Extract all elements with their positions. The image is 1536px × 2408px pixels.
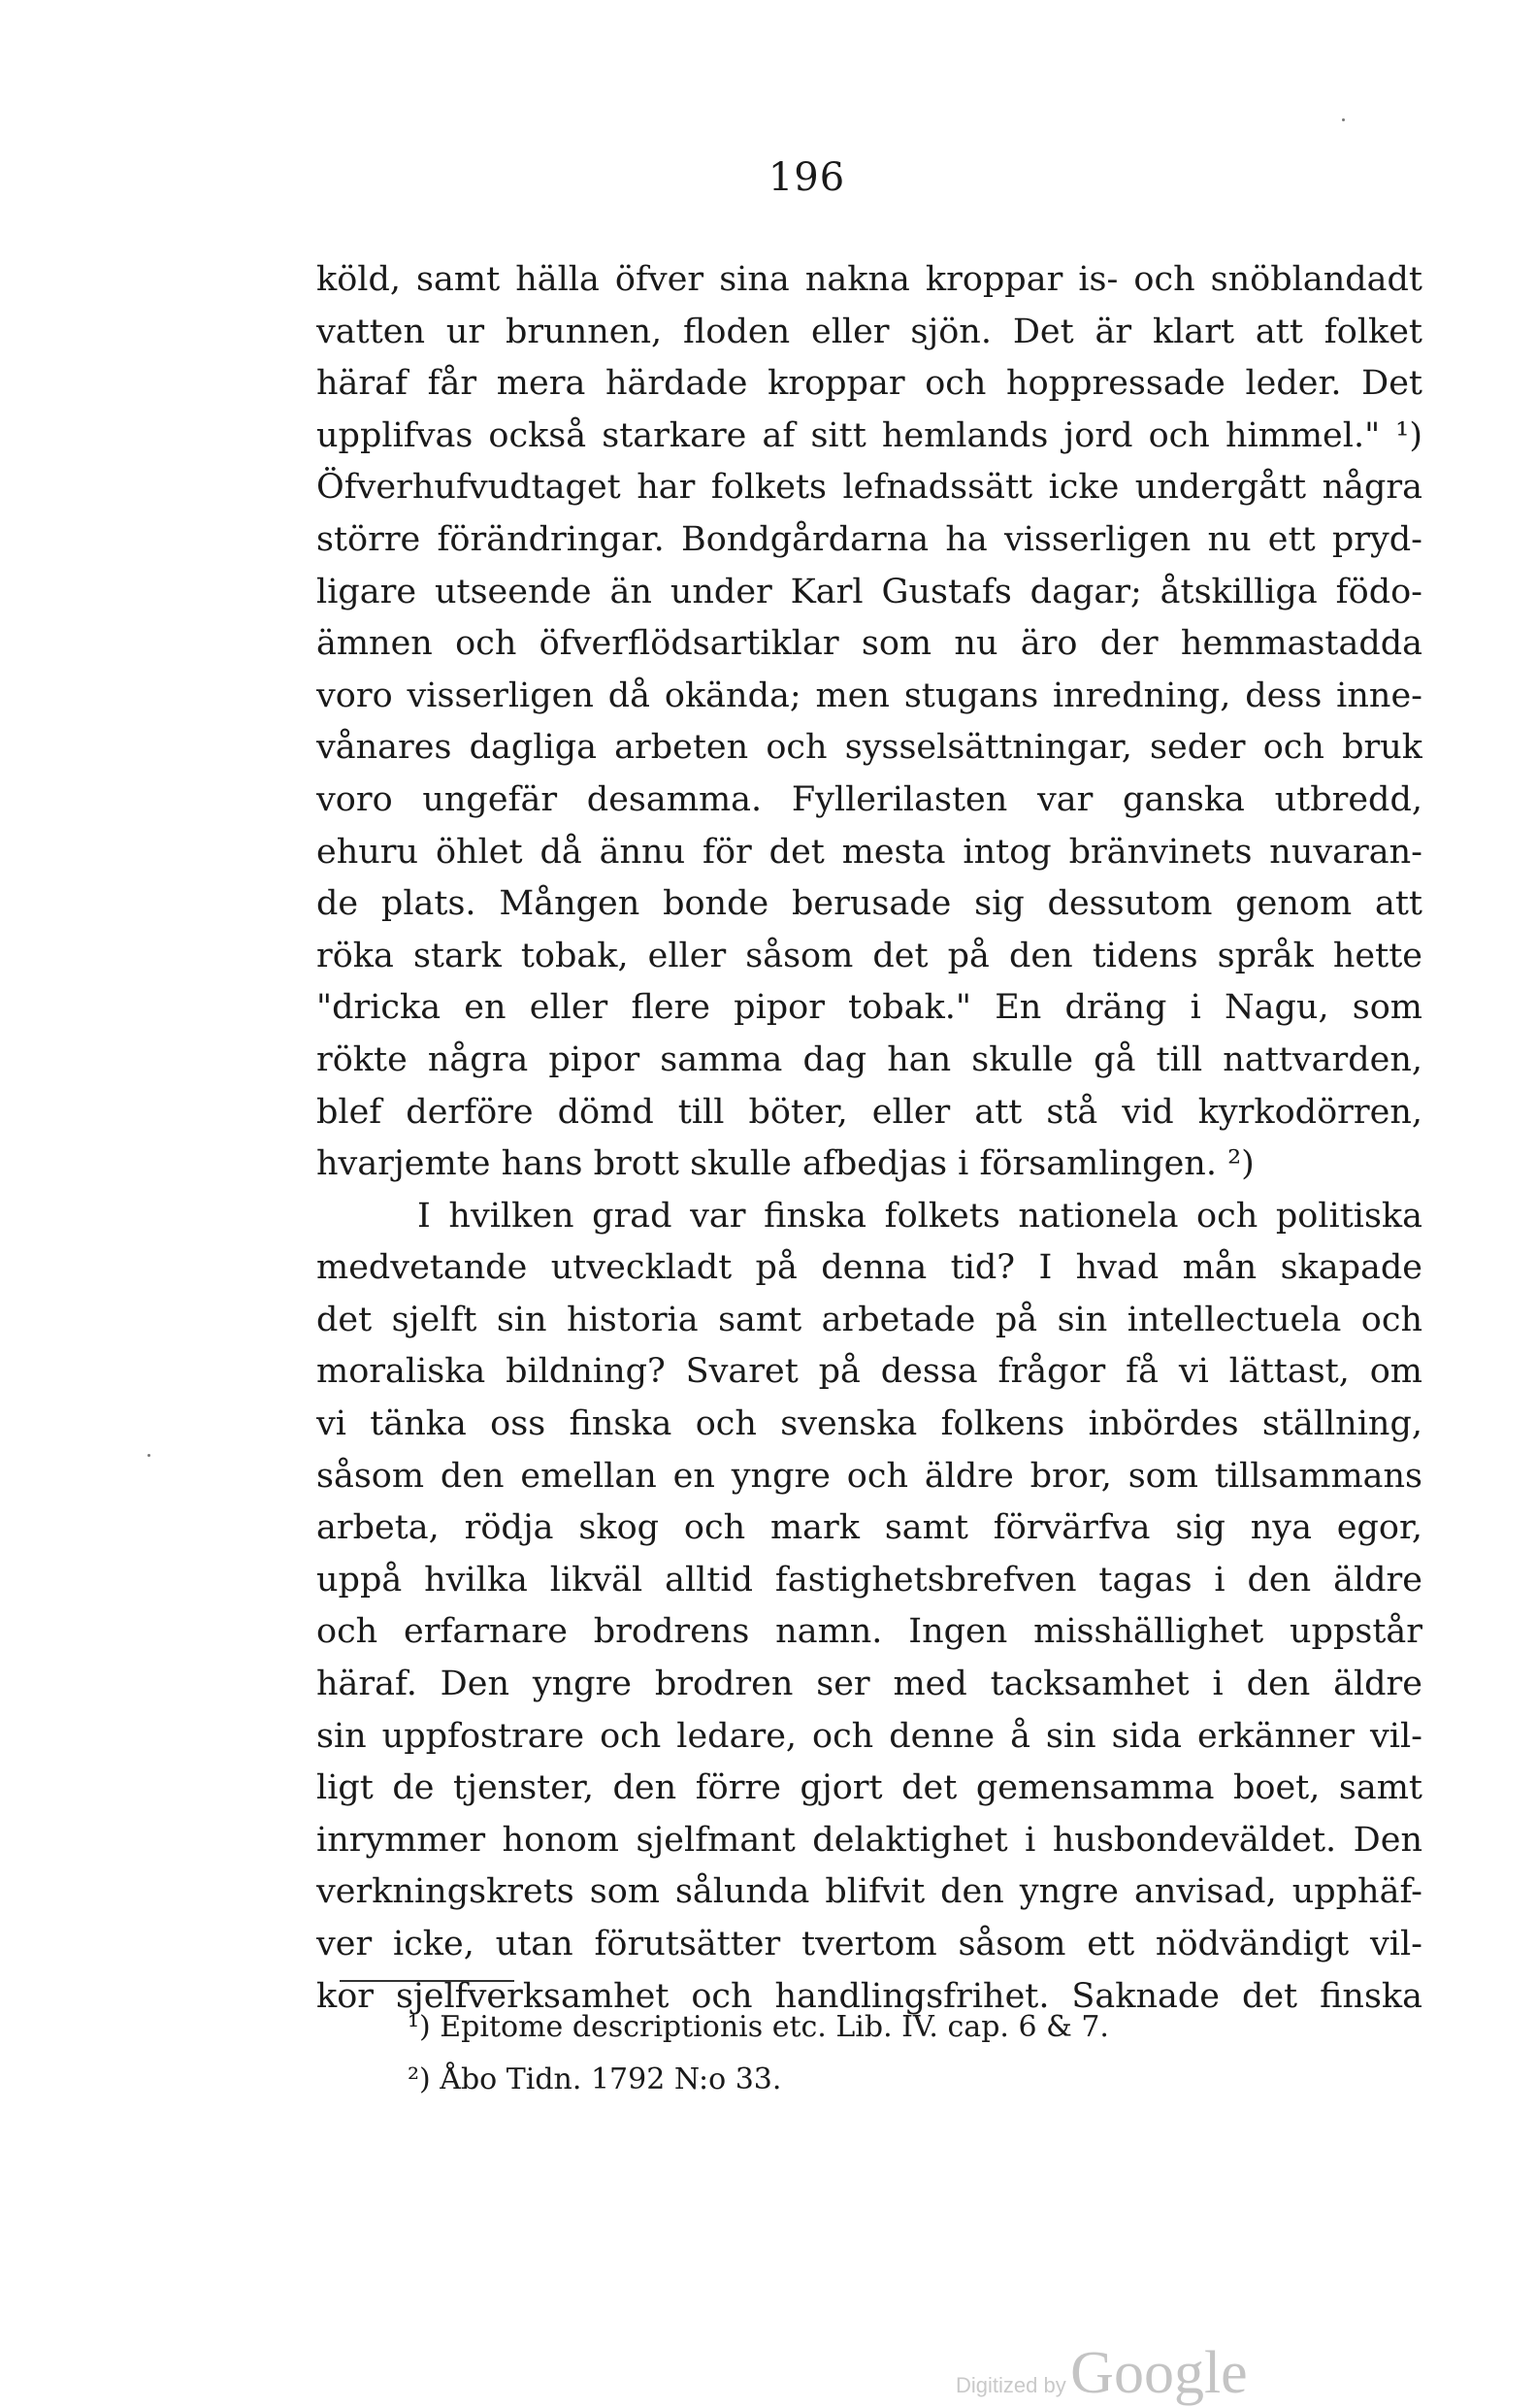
text-line: vånares dagliga arbeten och sysselsättningar, seder och bruk (316, 728, 1422, 768)
text-line: voro visserligen då okända; men stugans inredning, dess inne- (316, 676, 1422, 715)
footnote (408, 2054, 1378, 2106)
footnote-divider (340, 1980, 514, 1982)
text-line: hvarjemte hans brott skulle afbedjas i församlingen. ²) (316, 1144, 1255, 1184)
watermark-prefix: Digitized by (956, 2373, 1066, 2397)
digitized-watermark (956, 2339, 1248, 2408)
text-line: de plats. Mången bonde berusade sig dessutom genom att (316, 884, 1422, 924)
text-line: inrymmer honom sjelfmant delaktighet i husbondeväldet. Den (316, 1820, 1422, 1860)
text-line: och erfarnare brodrens namn. Ingen misshällighet uppstår (316, 1612, 1422, 1652)
page-number: 196 (768, 155, 846, 200)
text-line: kor sjelfverksamhet och handlingsfrihet. Saknade det finska (316, 1976, 1422, 2016)
text-line: vatten ur brunnen, floden eller sjön. Det är klart att folket (316, 312, 1422, 351)
text-line: sin uppfostrare och ledare, och denne å sin sida erkänner vil- (316, 1716, 1422, 1756)
scan-speck (147, 1454, 150, 1457)
footnote-text: Epitome descriptionis etc. Lib. IV. cap. 6 & 7. (440, 2010, 1109, 2044)
text-line: häraf får mera härdade kroppar och hoppressade leder. Det (316, 364, 1422, 404)
text-line: voro ungefär desamma. Fyllerilasten var ganska utbredd, (316, 779, 1422, 819)
watermark-logo: Google (1070, 2340, 1248, 2406)
scan-speck (1342, 118, 1345, 121)
text-line: ligt de tjenster, den förre gjort det gemensamma boet, samt (316, 1768, 1422, 1808)
text-line: rökte några pipor samma dag han skulle gå till nattvarden, (316, 1039, 1422, 1079)
text-line: I hvilken grad var finska folkets nationela och politiska (417, 1196, 1422, 1236)
text-line: blef derföre dömd till böter, eller att stå vid kyrkodörren, (316, 1092, 1422, 1132)
text-line: större förändringar. Bondgårdarna ha visserligen nu ett pryd- (316, 519, 1422, 559)
footnote (408, 2001, 1378, 2054)
text-line: häraf. Den yngre brodren ser med tacksamhet i den äldre (316, 1665, 1422, 1704)
text-line: vi tänka oss finska och svenska folkens inbördes ställning, (316, 1404, 1422, 1444)
text-line: arbeta, rödja skog och mark samt förvärfva sig nya egor, (316, 1508, 1422, 1548)
text-line: ligare utseende än under Karl Gustafs dagar; åtskilliga födo- (316, 572, 1422, 611)
text-line: ämnen och öfverflödsartiklar som nu äro der hemmastadda (316, 624, 1422, 664)
text-line: såsom den emellan en yngre och äldre bror, som tillsammans (316, 1456, 1422, 1496)
text-line: upplifvas också starkare af sitt hemlands jord och himmel." ¹) (316, 415, 1422, 455)
text-line: det sjelft sin historia samt arbetade på sin intellectuela och (316, 1300, 1422, 1339)
footnote-text: Åbo Tidn. 1792 N:o 33. (440, 2062, 782, 2096)
text-line: uppå hvilka likväl alltid fastighetsbrefven tagas i den äldre (316, 1560, 1422, 1600)
body-text (316, 254, 1422, 2023)
footnotes (408, 2001, 1378, 2106)
footnote-marker: ²) (408, 2062, 431, 2096)
footnote-marker: ¹) (408, 2010, 431, 2044)
text-line: röka stark tobak, eller såsom det på den tidens språk hette (316, 936, 1422, 975)
text-line: "dricka en eller flere pipor tobak." En dräng i Nagu, som (316, 988, 1422, 1028)
text-line: ehuru öhlet då ännu för det mesta intog bränvinets nuvaran- (316, 832, 1422, 872)
text-line: köld, samt hälla öfver sina nakna kroppar is- och snöblandadt (316, 260, 1422, 299)
text-line: moraliska bildning? Svaret på dessa frågor få vi lättast, om (316, 1352, 1422, 1392)
text-line: medvetande utveckladt på denna tid? I hvad mån skapade (316, 1248, 1422, 1288)
text-line: Öfverhufvudtaget har folkets lefnadssätt icke undergått några (316, 468, 1422, 508)
text-line: verkningskrets som sålunda blifvit den yngre anvisad, upphäf- (316, 1872, 1422, 1912)
text-line: ver icke, utan förutsätter tvertom såsom ett nödvändigt vil- (316, 1925, 1422, 1963)
